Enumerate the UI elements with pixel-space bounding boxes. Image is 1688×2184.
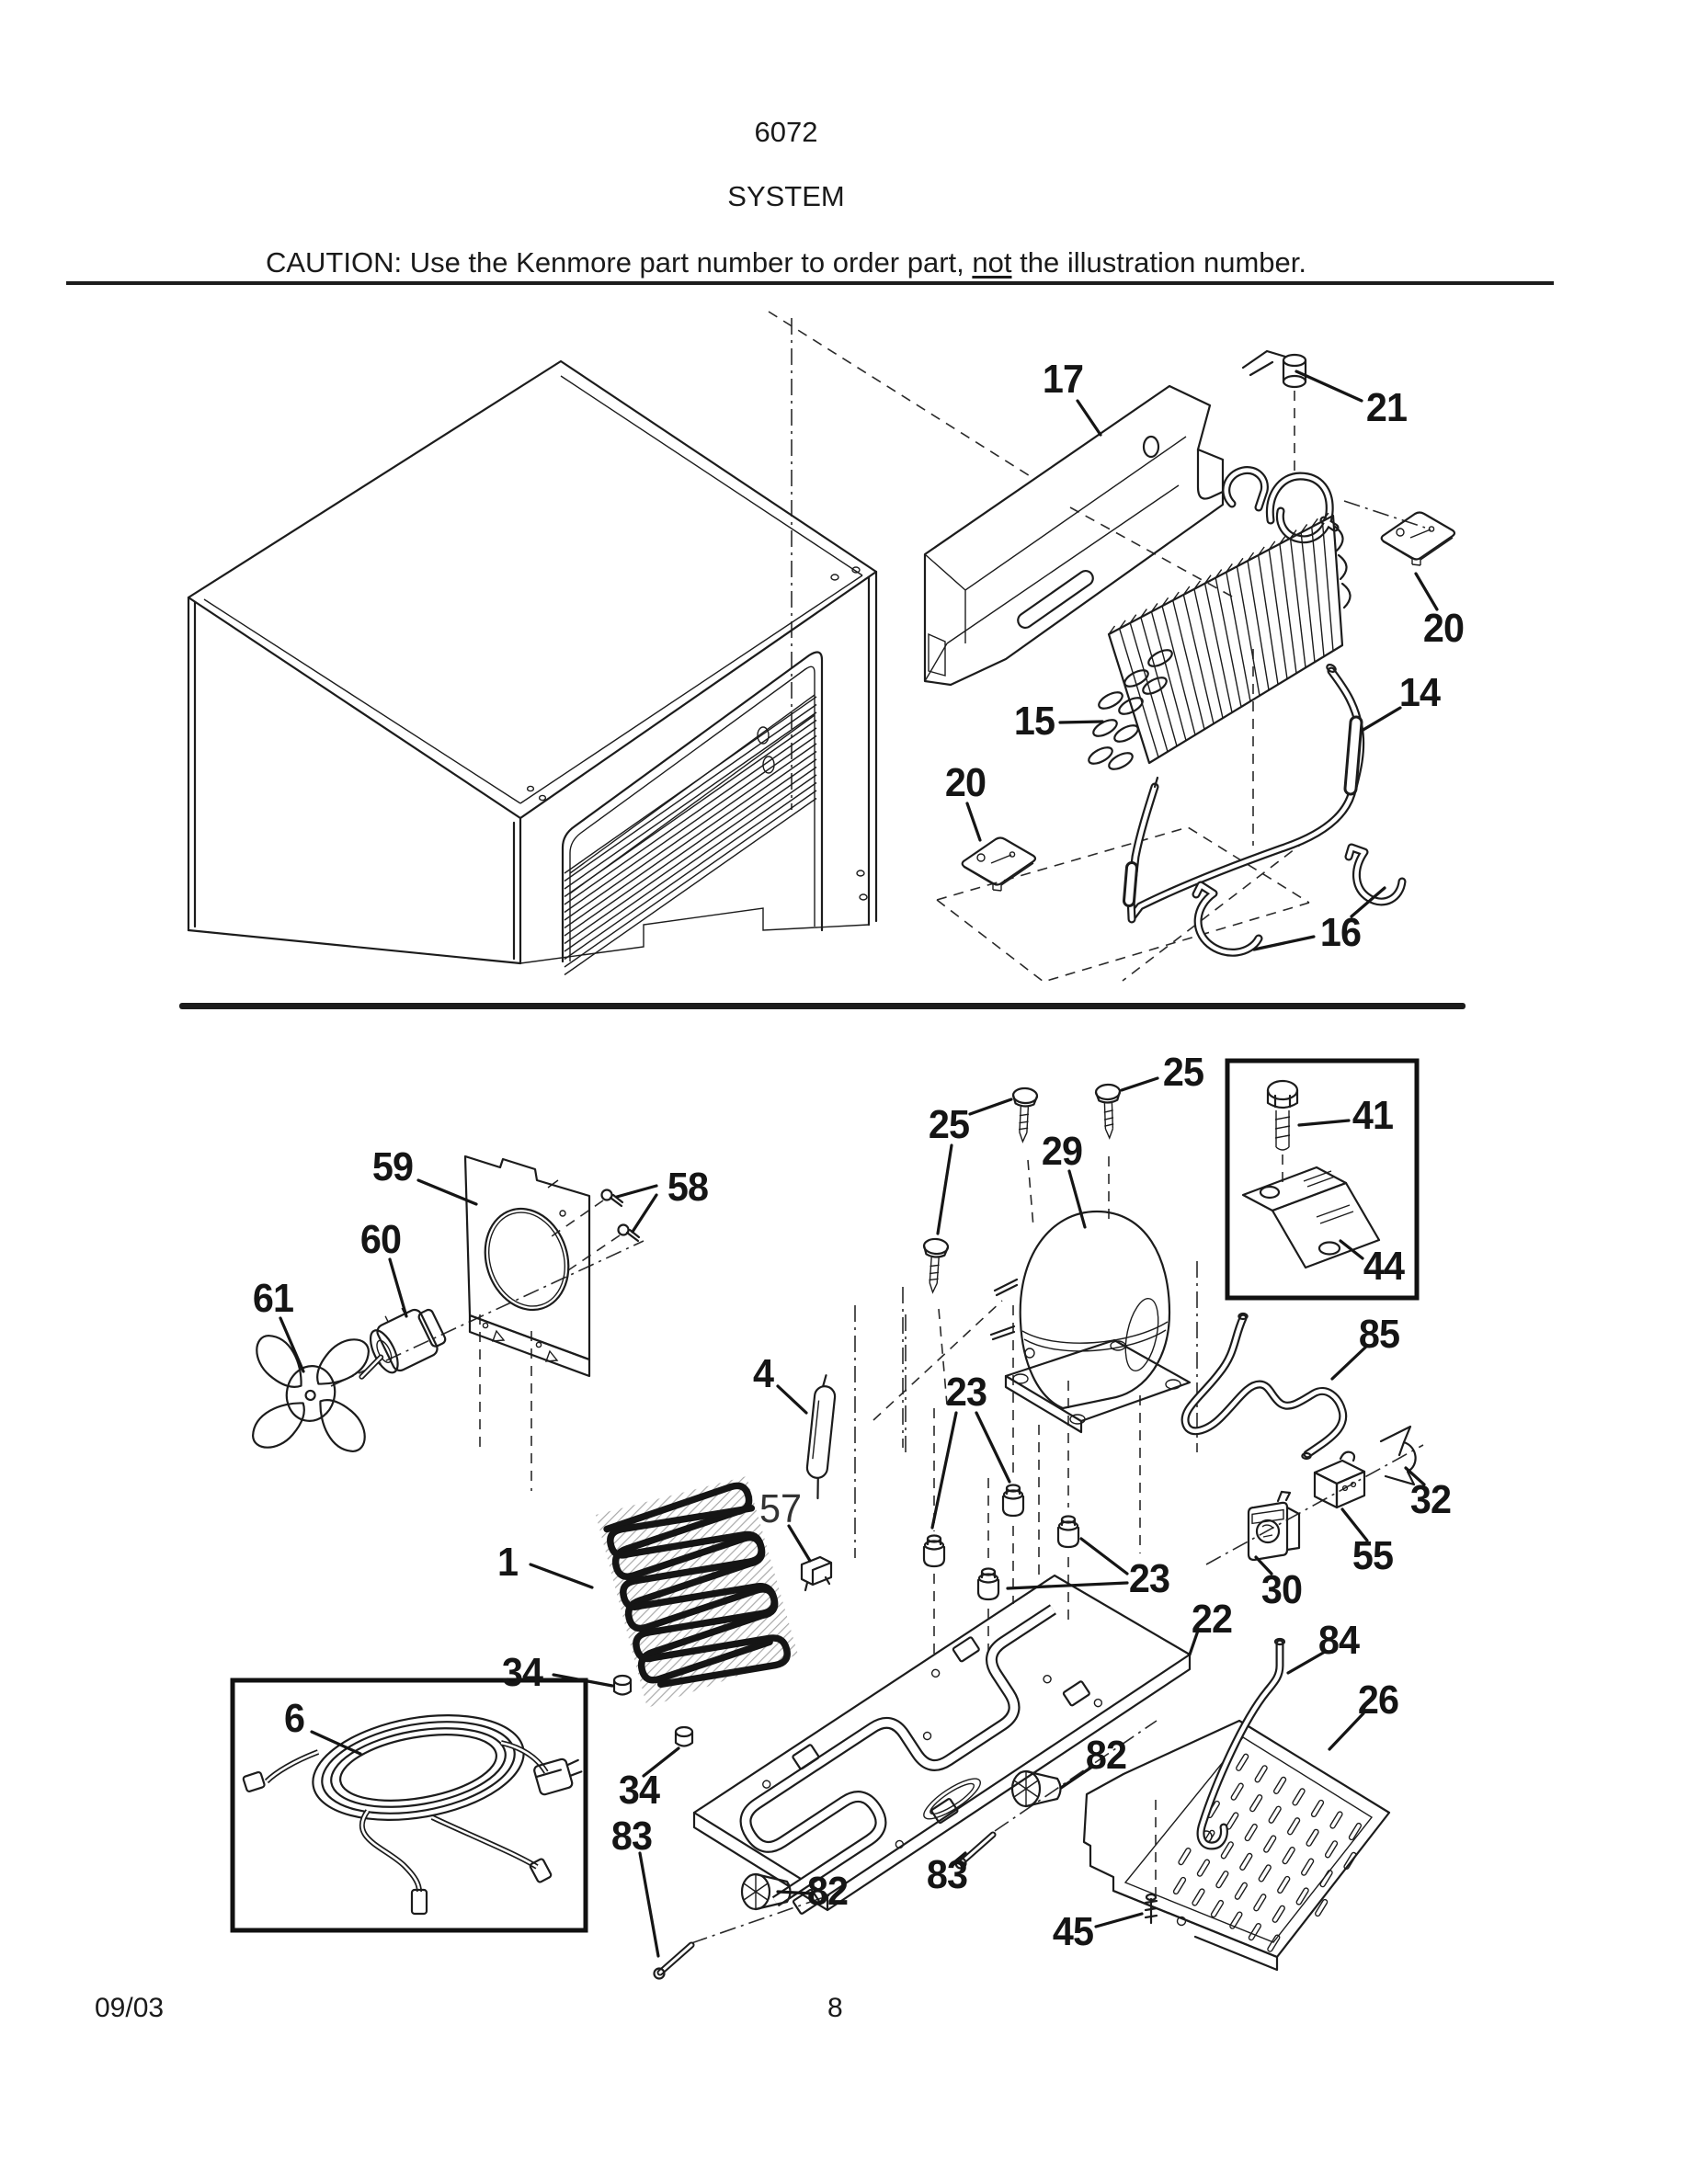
part-label-26: 26 <box>1357 1678 1399 1723</box>
relay-30-drawing <box>1249 1492 1299 1560</box>
grommet-21-drawing <box>1243 351 1306 387</box>
part-label-45: 45 <box>1052 1909 1094 1954</box>
part-label-82: 82 <box>1085 1733 1127 1778</box>
part-label-83: 83 <box>610 1814 653 1859</box>
part-label-4: 4 <box>752 1351 774 1396</box>
part-label-20: 20 <box>1422 606 1465 651</box>
clip-20-right-drawing <box>1382 513 1454 566</box>
part-label-22: 22 <box>1191 1597 1233 1642</box>
part-label-29: 29 <box>1041 1129 1083 1174</box>
fan-blade-61-drawing <box>237 1320 385 1468</box>
suction-tube-drawing <box>1226 471 1335 540</box>
leader-lines <box>280 371 1437 1956</box>
fan-shroud-59-drawing <box>465 1156 589 1376</box>
part-label-1: 1 <box>496 1540 519 1585</box>
part-label-14: 14 <box>1398 670 1441 715</box>
part-label-83: 83 <box>926 1852 968 1897</box>
part-label-15: 15 <box>1013 699 1055 744</box>
screws-58-drawing <box>602 1190 640 1242</box>
page-title: SYSTEM <box>727 180 845 212</box>
compressor-29-drawing <box>991 1211 1190 1432</box>
bracket-17-drawing <box>925 386 1223 685</box>
part-label-30: 30 <box>1260 1567 1303 1612</box>
part-label-17: 17 <box>1042 357 1084 402</box>
switch-55-drawing <box>1315 1452 1364 1507</box>
bolt-41-drawing <box>1268 1081 1297 1150</box>
part-label-57: 57 <box>758 1486 803 1531</box>
part-label-82: 82 <box>806 1869 849 1914</box>
clip-32-drawing <box>1381 1427 1416 1484</box>
footer-date: 09/03 <box>95 1993 165 2023</box>
part-label-61: 61 <box>252 1276 294 1321</box>
drier-4-drawing <box>804 1374 838 1499</box>
drain-pan-26-drawing <box>1084 1721 1389 1970</box>
part-label-25: 25 <box>928 1102 970 1147</box>
part-label-84: 84 <box>1317 1618 1360 1663</box>
model-number: 6072 <box>754 116 818 148</box>
part-label-25: 25 <box>1162 1050 1204 1095</box>
part-label-6: 6 <box>283 1696 305 1741</box>
fan-motor-60-drawing <box>342 1297 450 1388</box>
part-label-32: 32 <box>1409 1477 1452 1522</box>
clip-57-drawing <box>802 1557 831 1590</box>
part-label-21: 21 <box>1365 385 1408 430</box>
part-label-85: 85 <box>1358 1312 1400 1357</box>
part-label-23: 23 <box>1128 1556 1170 1601</box>
screw-45-drawing <box>1146 1894 1157 1923</box>
part-label-59: 59 <box>371 1144 414 1189</box>
part-label-34: 34 <box>501 1650 543 1695</box>
grommets-23-drawing <box>924 1485 1078 1600</box>
caution-emphasis: not <box>972 246 1012 279</box>
part-label-20: 20 <box>944 760 987 805</box>
part-label-34: 34 <box>618 1768 660 1813</box>
part-label-16: 16 <box>1319 910 1362 955</box>
cabinet-drawing <box>188 361 876 975</box>
part-label-60: 60 <box>359 1217 402 1262</box>
wire-85-drawing <box>1185 1314 1343 1459</box>
heater-wire-14-drawing <box>1129 664 1361 919</box>
footer-page-number: 8 <box>827 1993 843 2023</box>
part-label-41: 41 <box>1352 1093 1394 1138</box>
caution-text: CAUTION: Use the Kenmore part number to order part, not the illustration number. <box>265 246 1307 279</box>
part-label-58: 58 <box>667 1165 709 1210</box>
part-label-23: 23 <box>945 1370 987 1415</box>
part-label-44: 44 <box>1363 1244 1405 1289</box>
bracket-44-drawing <box>1243 1167 1379 1268</box>
part-label-55: 55 <box>1352 1533 1394 1578</box>
clip-20-left-drawing <box>963 838 1035 892</box>
evaporator-15-drawing <box>1087 513 1351 772</box>
